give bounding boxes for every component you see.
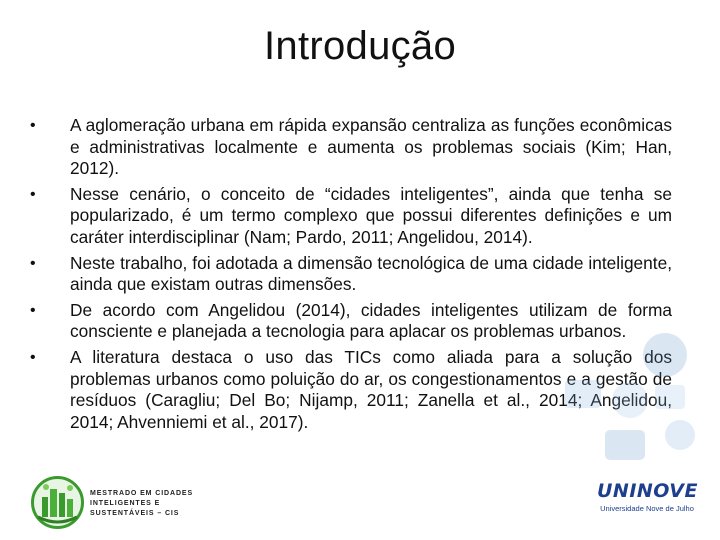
bullet-dot-icon: •: [30, 301, 36, 319]
bullet-text: A aglomeração urbana em rápida expansão centraliza as funções econômicas e administrativas localmente e aumenta os problemas sociais (Kim; Han, 2012).: [70, 115, 672, 179]
university-name: UNINOVE: [597, 480, 698, 502]
bullet-dot-icon: •: [30, 117, 36, 134]
university-logo: [597, 480, 697, 514]
program-name: [90, 489, 193, 519]
bullet-item: [30, 299, 672, 343]
bullet-text: De acordo com Angelidou (2014), cidades inteligentes utilizam de forma consciente e planejada a tecnologia para aplacar os problemas urbanos.: [70, 299, 672, 342]
university-subtitle: Universidade Nove de Julho: [600, 504, 694, 513]
bullet-dot-icon: •: [30, 254, 36, 272]
bullet-dot-icon: •: [30, 348, 36, 366]
slide-title: Introdução: [263, 24, 457, 68]
bullet-text: A literatura destaca o uso das TICs como aliada para a solução dos problemas urbanos como poluição do ar, os congestionamentos e a gestão de resíduos (Caragliu; Del Bo; Nijamp, 2011; Zanella et al., 2014; Angelidou, 2014; Ahvenniemi et al., 2017).: [70, 346, 672, 432]
program-name-line: INTELIGENTES E: [90, 500, 161, 507]
bullet-item: [30, 183, 672, 249]
bullet-item: [30, 252, 672, 296]
bullet-dot-icon: •: [30, 185, 36, 203]
program-name-line: SUSTENTÁVEIS – CIS: [90, 510, 180, 517]
bullet-item: [30, 115, 672, 180]
bullet-text: Nesse cenário, o conceito de “cidades inteligentes”, ainda que tenha se popularizado, é um termo complexo que possui diferentes definições e um caráter interdisciplinar (Nam; Pardo, 2011; Angelidou, 2014).: [70, 183, 672, 247]
program-name-line: MESTRADO EM CIDADES: [90, 490, 194, 497]
program-logo-icon: [30, 475, 85, 530]
bullet-item: [30, 346, 672, 433]
bullet-list: [30, 115, 672, 437]
bullet-text: Neste trabalho, foi adotada a dimensão tecnológica de uma cidade inteligente, ainda que existam outras dimensões.: [70, 252, 672, 295]
